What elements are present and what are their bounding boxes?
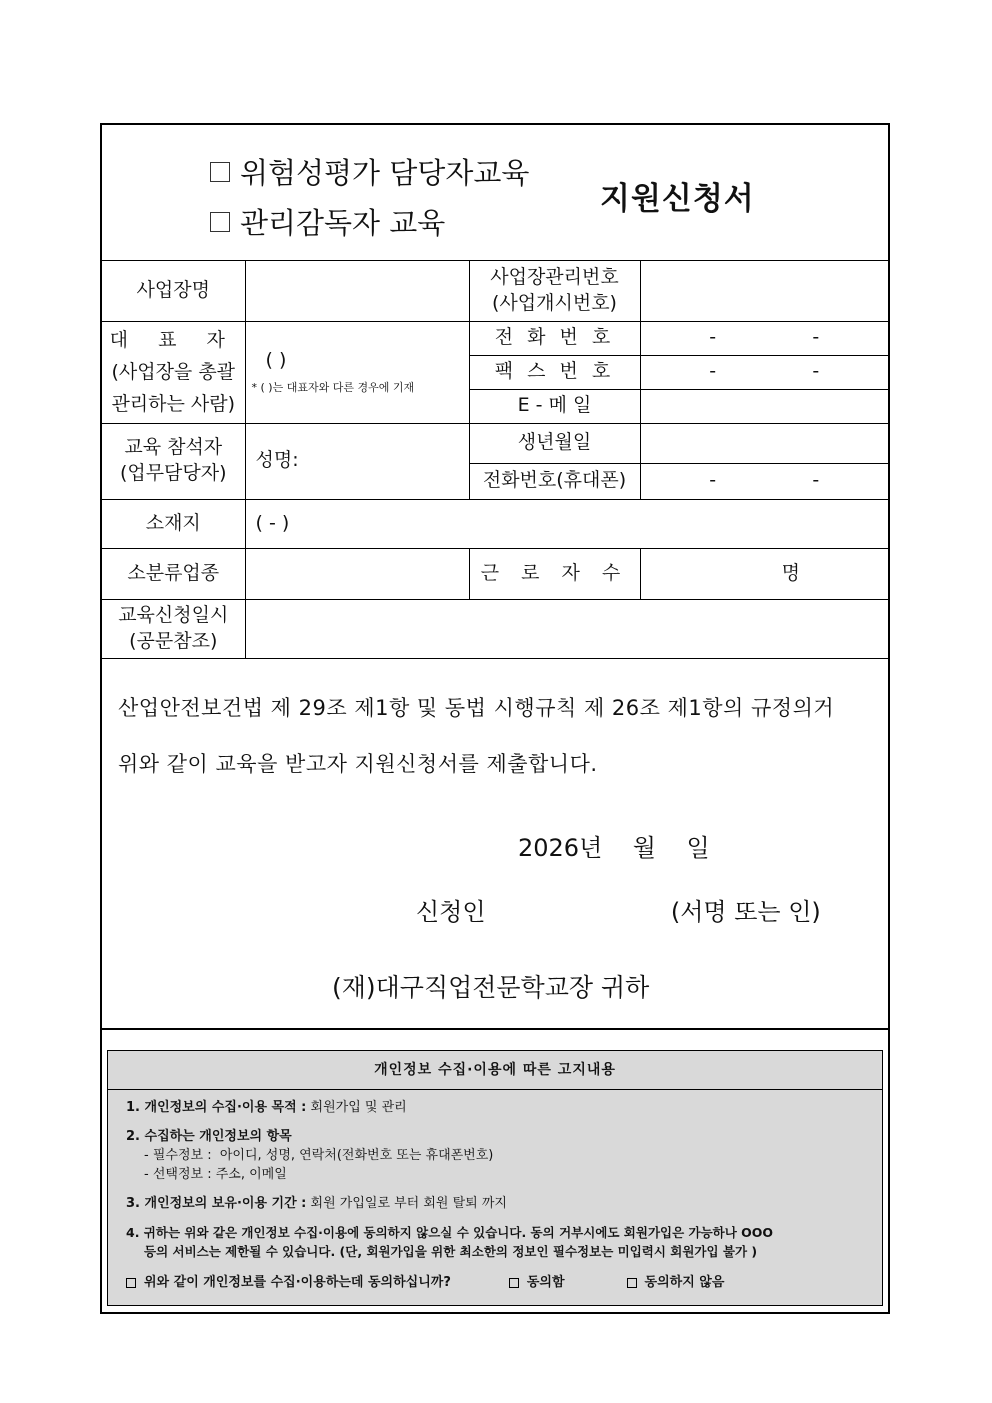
- phone-field[interactable]: [640, 321, 888, 355]
- fax-dashes: - -: [709, 360, 820, 383]
- applicant-info-table: [102, 261, 888, 659]
- phone-label: 전 화 번 호: [469, 321, 640, 355]
- checkbox-label: 관리감독자 교육: [240, 206, 446, 240]
- applicant-signature-line: [416, 892, 821, 927]
- mobile-label: 전화번호(휴대폰): [469, 463, 640, 499]
- representative-field[interactable]: [245, 321, 469, 423]
- postal-code-paren: ( - ): [255, 511, 290, 534]
- workers-unit: 명: [781, 561, 800, 584]
- location-label: 소재지: [102, 499, 245, 548]
- workplace-name-label: 사업장명: [102, 261, 245, 321]
- statement-section: [102, 660, 888, 1030]
- privacy-item-retention: 3. 개인정보의 보유·이용 기간 : 회원 가입일로 부터 회원 탈퇴 까지: [126, 1196, 507, 1211]
- statement-line-2: 위와 같이 교육을 받고자 지원신청서를 제출합니다.: [118, 752, 598, 776]
- representative-note: * ( )는 대표자와 다른 경우에 기재: [251, 381, 415, 395]
- workers-field[interactable]: [640, 548, 888, 599]
- application-form: [100, 123, 890, 1314]
- applicant-label: 신청인: [416, 898, 486, 926]
- fax-field[interactable]: [640, 355, 888, 389]
- workers-label: 근 로 자 수: [469, 548, 640, 599]
- workplace-mgmt-no-field[interactable]: [640, 261, 888, 321]
- statement-line-1: 산업안전보건법 제 29조 제1항 및 동법 시행규칙 제 26조 제1항의 규정의거: [118, 696, 835, 720]
- attendee-name-field[interactable]: [245, 423, 469, 499]
- privacy-notice-title: 개인정보 수집·이용에 따른 고지내용: [108, 1051, 882, 1090]
- representative-paren: ( ): [265, 348, 287, 371]
- email-field[interactable]: [640, 389, 888, 423]
- privacy-notice: [107, 1050, 883, 1306]
- agree-option[interactable]: 동의함: [509, 1273, 565, 1292]
- checkbox-square-icon[interactable]: [210, 162, 230, 182]
- form-title: 지원신청서: [600, 181, 755, 217]
- checkbox-supervisor-training[interactable]: [210, 201, 445, 242]
- privacy-item-fields: 2. 수집하는 개인정보의 항목 - 필수정보 : 아이디, 성명, 연락처(전화번호 또는 휴대폰번호) - 선택정보 : 주소, 이메일: [126, 1129, 494, 1182]
- name-prefix: 성명:: [255, 449, 299, 472]
- checkbox-label: 위험성평가 담당자교육: [240, 156, 530, 190]
- checkbox-risk-assessment-training[interactable]: [210, 151, 529, 192]
- representative-label: 대 표 자 (사업장을 총괄 관리하는 사람): [102, 321, 245, 423]
- application-date: 2026년 월 일: [518, 834, 710, 862]
- phone-dashes: - -: [709, 326, 820, 349]
- consent-question: 위와 같이 개인정보를 수집·이용하는데 동의하십니까?: [144, 1275, 451, 1290]
- industry-label: 소분류업종: [102, 548, 245, 599]
- industry-field[interactable]: [245, 548, 469, 599]
- form-header: [102, 125, 888, 261]
- workplace-name-field[interactable]: [245, 261, 469, 321]
- birth-field[interactable]: [640, 423, 888, 463]
- mobile-dashes: - -: [709, 469, 820, 492]
- workplace-mgmt-no-label: 사업장관리번호 (사업개시번호): [469, 261, 640, 321]
- email-label: E - 메 일: [469, 389, 640, 423]
- mobile-field[interactable]: [640, 463, 888, 499]
- agree-checkbox-icon[interactable]: [509, 1278, 519, 1288]
- edu-date-label: 교육신청일시 (공문참조): [102, 599, 245, 658]
- consent-row: [126, 1273, 864, 1292]
- recipient: (재)대구직업전문학교장 귀하: [332, 973, 650, 1002]
- disagree-checkbox-icon[interactable]: [627, 1278, 637, 1288]
- privacy-item-refusal: 4. 귀하는 위와 같은 개인정보 수집·이용에 동의하지 않으실 수 있습니다. 동의 거부시에도 회원가입은 가능하나 OOO 등의 서비스는 제한될 수 있습니다. (단, 회원가입을 위한 최소한의 정보인 필수정보는 미입력시 회원가입 불가 ): [126, 1225, 774, 1259]
- privacy-item-purpose: 1. 개인정보의 수집·이용 목적 : 회원가입 및 관리: [126, 1100, 407, 1115]
- checkbox-square-icon[interactable]: [210, 212, 230, 232]
- signature-label: (서명 또는 인): [670, 898, 821, 926]
- consent-question-checkbox-icon: [126, 1278, 136, 1288]
- location-field[interactable]: [245, 499, 888, 548]
- statement-text: [118, 680, 878, 792]
- edu-date-field[interactable]: [245, 599, 888, 658]
- disagree-option[interactable]: 동의하지 않음: [627, 1273, 725, 1292]
- birth-label: 생년월일: [469, 423, 640, 463]
- fax-label: 팩 스 번 호: [469, 355, 640, 389]
- attendee-label: 교육 참석자 (업무담당자): [102, 423, 245, 499]
